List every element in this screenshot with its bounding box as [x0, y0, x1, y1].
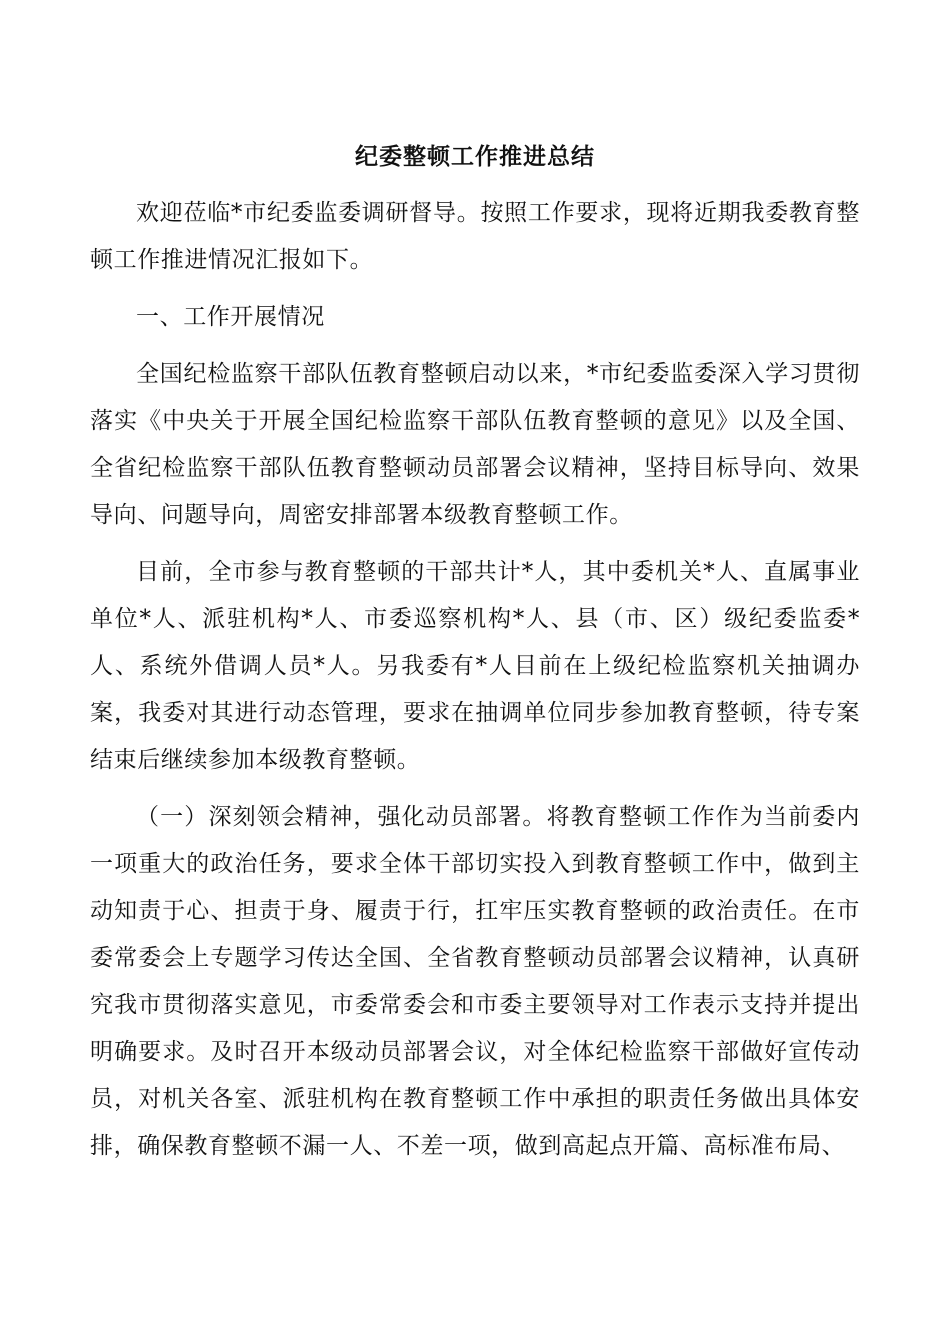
body-paragraph: 目前，全市参与教育整顿的干部共计*人，其中委机关*人、直属事业单位*人、派驻机构*人、市委巡察机构*人、县（市、区）级纪委监委*人、系统外借调人员*人。另我委有*人目前在上级纪检监察机关抽调办案，我委对其进行动态管理，要求在抽调单位同步参加教育整顿，待专案结束后继续参加本级教育整顿。: [90, 559, 860, 773]
body-paragraph: 全国纪检监察干部队伍教育整顿启动以来，*市纪委监委深入学习贯彻落实《中央关于开展全国纪检监察干部队伍教育整顿的意见》以及全国、全省纪检监察干部队伍教育整顿动员部署会议精神，坚持目标导向、效果导向、问题导向，周密安排部署本级教育整顿工作。: [90, 361, 860, 528]
subsection-paragraph: （一）深刻领会精神，强化动员部署。将教育整顿工作作为当前委内一项重大的政治任务，要求全体干部切实投入到教育整顿工作中，做到主动知责于心、担责于身、履责于行，扛牢压实教育整顿的政治责任。在市委常委会上专题学习传达全国、全省教育整顿动员部署会议精神，认真研究我市贯彻落实意见，市委常委会和市委主要领导对工作表示支持并提出明确要求。及时召开本级动员部署会议，对全体纪检监察干部做好宣传动员，对机关各室、派驻机构在教育整顿工作中承担的职责任务做出具体安排，确保教育整顿不漏一人、不差一项，做到高起点开篇、高标准布局、: [90, 804, 860, 1159]
document-body: [90, 190, 860, 1180]
intro-paragraph: 欢迎莅临*市纪委监委调研督导。按照工作要求，现将近期我委教育整顿工作推进情况汇报如下。: [90, 200, 860, 273]
section-heading: 一、工作开展情况: [136, 304, 325, 330]
document-title: 纪委整顿工作推进总结: [355, 143, 595, 170]
